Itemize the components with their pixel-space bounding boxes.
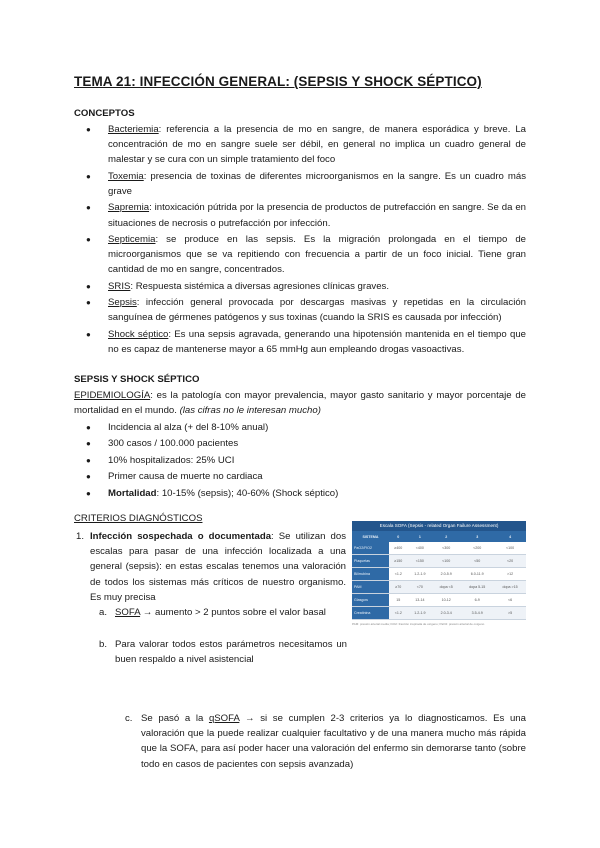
term-bacteriemia: Bacteriemia <box>108 124 159 135</box>
conceptos-list <box>86 122 526 358</box>
epidemiologia-paragraph <box>74 388 526 418</box>
table-row <box>352 581 526 594</box>
sofa-table-header: Escala SOFA (Sepsis - related Organ Failure Assessment) <box>352 521 526 531</box>
table-cell: <20 <box>494 555 526 568</box>
list-item <box>86 279 526 294</box>
list-item <box>86 295 526 325</box>
table-cell: 10-12 <box>432 594 460 607</box>
sepsis-list <box>86 420 526 502</box>
table-cell: <200 <box>460 542 494 555</box>
list-item <box>86 169 526 199</box>
list-item: ● 300 casos / 100.000 pacientes <box>86 436 526 451</box>
table-cell: >12 <box>494 568 526 581</box>
table-row <box>352 555 526 568</box>
sub-item-text: Se pasó a la <box>141 713 209 724</box>
term-sris: SRIS <box>108 280 131 292</box>
table-cell: <1.2 <box>389 568 408 581</box>
table-cell: 3.5-4.9 <box>460 607 494 620</box>
table-cell: 6.0-11.9 <box>460 568 494 581</box>
criterios-heading: CRITERIOS DIAGNÓSTICOS <box>74 513 203 524</box>
term-sapremia: Sapremia <box>108 202 150 214</box>
sofa-table <box>352 531 526 620</box>
table-row <box>352 594 526 607</box>
table-cell: 1.2-1.9 <box>408 607 433 620</box>
mortalidad-text: : 10-15% (sepsis); 40-60% (Shock séptico) <box>156 487 339 499</box>
table-cell: ≥400 <box>389 542 408 555</box>
table-row <box>352 568 526 581</box>
criterio-title: Infección sospechada o documentada <box>90 531 272 542</box>
list-item <box>86 327 526 357</box>
sub-item-b <box>99 637 347 667</box>
definition-text: : Respuesta sistémica a diversas agresiones clínicas graves. <box>130 280 390 292</box>
sofa-term: SOFA <box>115 607 141 618</box>
row-header: Bilirrubina <box>352 568 389 581</box>
table-cell: <6 <box>494 594 526 607</box>
mortalidad-label: Mortalidad <box>108 487 157 499</box>
term-shock-septico: Shock séptico <box>108 328 169 340</box>
epidemiologia-note: (las cifras no le interesan mucho) <box>179 405 321 416</box>
definition-text: : infección general provocada por descargas masivas y repetidas en la circulación sanguínea de gérmenes patógenos y sus toxinas (cuando la SRIS es causada por infección) <box>108 297 526 324</box>
list-item: ● Primer causa de muerte no cardiaca <box>86 469 526 484</box>
table-cell: 2.0-5.9 <box>432 568 460 581</box>
table-cell: 1.2-1.9 <box>408 568 433 581</box>
row-header: PaO2/FiO2 <box>352 542 389 555</box>
page-title: TEMA 21: INFECCIÓN GENERAL: (SEPSIS Y SHOCK SÉPTICO) <box>74 74 482 89</box>
column-header: 1 <box>408 531 433 542</box>
table-cell: <300 <box>432 542 460 555</box>
table-cell: ≥70 <box>389 581 408 594</box>
criterio-text: : Se utilizan dos escalas para pasar de una infección localizada a una general (sepsis): en estas escalas tenemos una valoración de todos los sistemas más críticos de nuestro organismo. Es muy precisa <box>90 531 346 603</box>
column-header: 0 <box>389 531 408 542</box>
row-header: PAM <box>352 581 389 594</box>
list-item: ● Incidencia al alza (+ del 8-10% anual) <box>86 420 526 435</box>
table-cell: 6-9 <box>460 594 494 607</box>
term-septicemia: Septicemia <box>108 233 156 245</box>
list-item: ● 10% hospitalizados: 25% UCI <box>86 453 526 468</box>
sub-item-text: → aumento > 2 puntos sobre el valor basal <box>140 607 326 618</box>
table-row <box>352 607 526 620</box>
list-item <box>86 232 526 278</box>
criterio-item-1 <box>76 529 346 605</box>
list-item <box>86 200 526 230</box>
row-header: Glasgow <box>352 594 389 607</box>
sub-item-text: → si se cumplen 2-3 criterios ya lo diagnosticamos. Es una valoración que la puede realizar cualquier facultativo y de una manera mucho más rápida que la SOFA, para así poder hacer una valoración del enfermo sin demorarse tanto (sobre todo en casos de pacientes con sepsis avanzada) <box>141 713 526 770</box>
sub-item-text: Para valorar todos estos parámetros necesitamos un buen respaldo a nivel asistencial <box>115 639 347 666</box>
table-cell: <400 <box>408 542 433 555</box>
table-cell: 15 <box>389 594 408 607</box>
table-cell: dopa <5 <box>432 581 460 594</box>
sofa-table-image <box>352 521 526 684</box>
column-header: 4 <box>494 531 526 542</box>
list-item <box>86 122 526 168</box>
table-cell: dopa >15 <box>494 581 526 594</box>
table-cell: <150 <box>408 555 433 568</box>
row-header: Plaquetas <box>352 555 389 568</box>
item-number: 1. <box>76 531 85 542</box>
sub-item-letter: a. <box>99 607 108 618</box>
column-header: SISTEMA <box>352 531 389 542</box>
column-header: 3 <box>460 531 494 542</box>
table-cell: <100 <box>494 542 526 555</box>
table-cell: 13-14 <box>408 594 433 607</box>
definition-text: : intoxicación pútrida por la presencia de productos de putrefacción en sangre. Se da en situaciones de necrosis o putrefacción por infección. <box>108 202 526 229</box>
table-row <box>352 542 526 555</box>
column-header: 2 <box>432 531 460 542</box>
term-sepsis: Sepsis <box>108 297 137 309</box>
definition-text: : se produce en las sepsis. Es la migración prolongada en el tiempo de microorganismos que se va repitiendo con frecuencia a partir de un foco inicial. Tiene gran cantidad de mo en sangre, concentrados. <box>108 233 526 276</box>
table-cell: <70 <box>408 581 433 594</box>
qsofa-term: qSOFA <box>208 713 240 724</box>
table-cell: >5 <box>494 607 526 620</box>
table-cell: <50 <box>460 555 494 568</box>
table-cell: 2.0-3.4 <box>432 607 460 620</box>
table-cell: ≥150 <box>389 555 408 568</box>
list-item <box>86 486 526 501</box>
definition-text: : presencia de toxinas de diferentes microorganismos en la sangre. Es un cuadro más grave <box>108 170 526 197</box>
sub-item-letter: c. <box>125 713 133 724</box>
epidemiologia-text: : es la patología con mayor prevalencia, mayor gasto sanitario y mayor porcentaje de mortalidad en el mundo. <box>74 390 526 416</box>
sepsis-heading: SEPSIS Y SHOCK SÉPTICO <box>74 374 200 385</box>
definition-text: : referencia a la presencia de mo en sangre, de manera esporádica y breve. La concentración de mo en sangre suele ser débil, en general no implica un cuadro general de malestar y se cura con un simple tratamiento del foco <box>108 124 526 166</box>
table-cell: <1.2 <box>389 607 408 620</box>
sub-item-a <box>99 605 347 620</box>
row-header: Creatinina <box>352 607 389 620</box>
conceptos-heading: CONCEPTOS <box>74 108 135 119</box>
sub-item-letter: b. <box>99 639 108 650</box>
table-cell: <100 <box>432 555 460 568</box>
table-header-row <box>352 531 526 542</box>
definition-text: : Es una sepsis agravada, generando una hipotensión mantenida en el tiempo que no es capaz de mantenerse mayor a 65 mmHg aun empleando drogas vasoactivas. <box>108 328 527 355</box>
epidemiologia-term: EPIDEMIOLOGÍA <box>74 390 151 401</box>
sub-item-c <box>125 711 526 772</box>
term-toxemia: Toxemia <box>108 170 144 182</box>
table-cell: dopa 5-15 <box>460 581 494 594</box>
sofa-table-footnote: PAM: presión arterial media; FiO2: fracción inspirada de oxígeno; PaO2: presión arterial de oxígeno <box>352 622 485 626</box>
